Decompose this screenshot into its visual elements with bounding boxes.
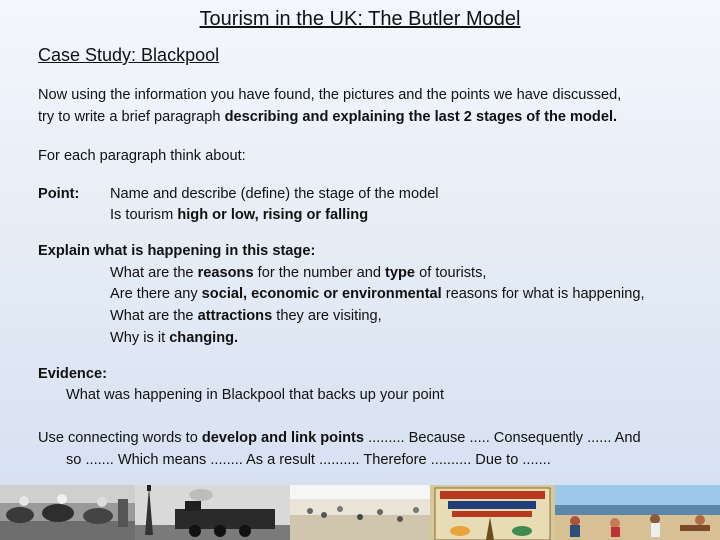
explain-question-4: Why is it changing. bbox=[110, 330, 239, 346]
explain-heading: Explain what is happening in this stage: bbox=[38, 243, 316, 259]
point-label: Point: bbox=[38, 186, 80, 202]
explain-question-2: Are there any social, economic or environmental reasons for what is happening, bbox=[110, 286, 645, 302]
evidence-label: Evidence: bbox=[38, 366, 107, 382]
explain-question-1: What are the reasons for the number and type of tourists, bbox=[110, 265, 487, 281]
point-line-2: Is tourism high or low, rising or falling bbox=[110, 207, 369, 223]
think-about-text: For each paragraph think about: bbox=[38, 148, 246, 164]
case-study-heading: Case Study: Blackpool bbox=[38, 45, 220, 65]
explain-question-3: What are the attractions they are visiting, bbox=[110, 308, 382, 324]
page-title: Tourism in the UK: The Butler Model bbox=[199, 8, 521, 30]
point-line-1: Name and describe (define) the stage of the model bbox=[110, 186, 439, 202]
summer-holidays-poster bbox=[430, 485, 555, 540]
modern-beach-photo bbox=[555, 485, 720, 540]
evidence-line: What was happening in Blackpool that backs up your point bbox=[66, 387, 445, 403]
intro-line-2: try to write a brief paragraph describing and explaining the last 2 stages of the model. bbox=[38, 109, 618, 125]
intro-line-1: Now using the information you have found, the pictures and the points we have discussed, bbox=[38, 87, 622, 103]
blackpool-tower-steam-train-photo bbox=[135, 485, 290, 540]
connecting-words-line-1: Use connecting words to develop and link points ......... Because ..... Consequently ...... And bbox=[38, 430, 641, 446]
beach-crowd-photo bbox=[290, 485, 430, 540]
photo-strip bbox=[0, 485, 720, 540]
donkey-rides-photo bbox=[0, 485, 135, 540]
connecting-words-line-2: so ....... Which means ........ As a result .......... Therefore .......... Due to ....... bbox=[66, 452, 551, 468]
